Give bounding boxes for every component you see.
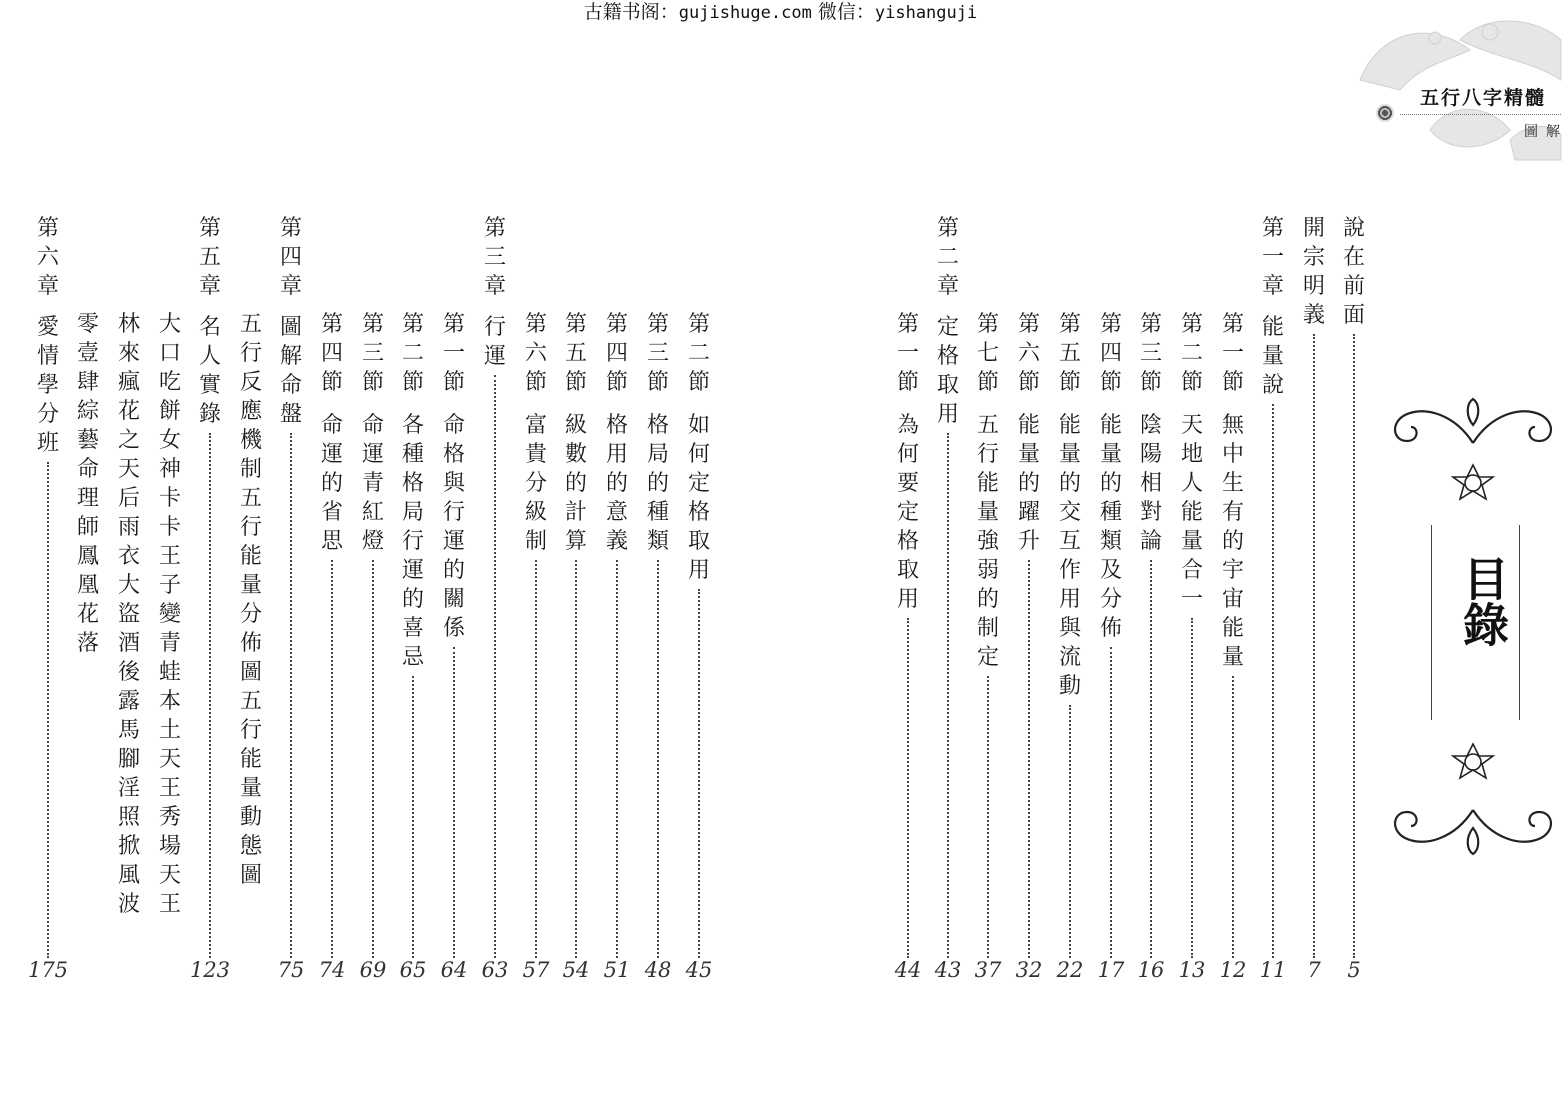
page-number: 63	[481, 958, 509, 982]
leader-dots	[1028, 560, 1030, 958]
chapter-label: 第四章	[280, 216, 303, 299]
leader-dots	[657, 560, 659, 958]
watermark-wechat-label: 微信：	[811, 1, 875, 23]
section-label: 第三節	[647, 312, 670, 395]
entry-title: 能量的躍升	[1018, 413, 1041, 554]
leader-dots	[1313, 334, 1315, 958]
title-rule-left	[1431, 525, 1432, 720]
entry-title: 能量的交互作用與流動	[1059, 413, 1082, 699]
leader-dots	[1353, 334, 1355, 958]
entry-title: 林來瘋 花之天后 雨衣大盜 酒後露馬腳 淫照掀風波	[118, 312, 163, 917]
scroll-ornament-bottom-icon	[1385, 730, 1561, 860]
page-number: 74	[318, 958, 346, 982]
toc-entry	[1296, 0, 1332, 1000]
leader-dots	[575, 560, 577, 958]
leader-dots	[947, 433, 949, 958]
toc-title-panel	[1385, 395, 1561, 855]
page-number: 51	[603, 958, 631, 982]
entry-title: 命運青紅燈	[362, 413, 385, 554]
entry-title: 名人實錄	[199, 315, 222, 427]
leader-dots	[1069, 705, 1071, 958]
toc-entry	[558, 0, 594, 1000]
page-number: 37	[974, 958, 1002, 982]
entry-title: 如何定格取用	[688, 413, 711, 583]
toc-entry	[1133, 0, 1169, 1000]
chapter-label: 第六章	[37, 216, 60, 299]
toc-entry	[314, 0, 350, 1000]
section-label: 第二節	[1181, 312, 1204, 395]
entry-title: 大口吃餅 女神卡卡 王子變青蛙 本土天王 秀場天王	[159, 312, 204, 917]
leader-dots	[372, 560, 374, 958]
leader-dots	[494, 375, 496, 958]
entry-title: 命格與行運的關係	[443, 413, 466, 641]
watermark-wechat-id: yishanguji	[874, 3, 978, 23]
toc-chapter-entry	[1255, 0, 1291, 1000]
toc-entry	[111, 0, 163, 1000]
page-number: 175	[27, 958, 69, 982]
section-label: 第四節	[321, 312, 344, 395]
entry-title: 格用的意義	[606, 413, 629, 554]
book-subtitle: 圖解	[1524, 124, 1568, 140]
toc-entry	[599, 0, 635, 1000]
toc-entry	[395, 0, 431, 1000]
entry-title: 無中生有的宇宙能量	[1222, 413, 1245, 670]
entry-title: 五行反應機制 五行能量分佈圖 五行能量動態圖	[240, 312, 285, 888]
page-number: 17	[1097, 958, 1125, 982]
section-label: 第六節	[1018, 312, 1041, 395]
leader-dots	[453, 647, 455, 958]
toc-chapter-entry	[27, 0, 69, 1000]
watermark-label: 古籍书阁：	[583, 1, 679, 23]
entry-title: 說在前面	[1343, 216, 1366, 328]
toc-title-text: 目錄	[1456, 555, 1510, 647]
section-label: 第三節	[362, 312, 385, 395]
entry-title: 命運的省思	[321, 413, 344, 554]
section-label: 第一節	[1222, 312, 1245, 395]
entry-title: 陰陽相對論	[1140, 413, 1163, 554]
leader-dots	[698, 589, 700, 958]
toc-entry	[970, 0, 1006, 1000]
toc-entry	[518, 0, 554, 1000]
entry-title: 級數的計算	[565, 413, 588, 554]
scroll-ornament-top-icon	[1385, 395, 1561, 505]
leader-dots	[1232, 676, 1234, 958]
leader-dots	[290, 433, 292, 958]
toc-entry	[355, 0, 391, 1000]
page-number: 64	[440, 958, 468, 982]
book-title: 五行八字精髓	[1420, 87, 1547, 109]
page-number: 7	[1307, 958, 1321, 982]
entry-title: 富貴分級制	[525, 413, 548, 554]
chapter-label: 第一章	[1262, 216, 1285, 299]
section-label: 第四節	[1100, 312, 1123, 395]
toc-entry	[890, 0, 926, 1000]
entry-title: 各種格局行運的喜忌	[402, 413, 425, 670]
running-header	[1340, 20, 1568, 160]
leader-dots	[331, 560, 333, 958]
page-number: 69	[359, 958, 387, 982]
leader-dots	[412, 676, 414, 958]
toc-chapter-entry	[930, 0, 966, 1000]
section-label: 第一節	[897, 312, 920, 395]
page-number: 44	[894, 958, 922, 982]
leader-dots	[616, 560, 618, 958]
section-label: 第五節	[1059, 312, 1082, 395]
toc-entry	[1174, 0, 1210, 1000]
page-number: 12	[1219, 958, 1247, 982]
leader-dots	[907, 618, 909, 958]
entry-title: 開宗明義	[1303, 216, 1326, 328]
section-label: 第五節	[565, 312, 588, 395]
section-label: 第二節	[402, 312, 425, 395]
entry-title: 格局的種類	[647, 413, 670, 554]
entry-title: 五行能量強弱的制定	[977, 413, 1000, 670]
page-number: 65	[399, 958, 427, 982]
page-number: 45	[685, 958, 713, 982]
header-rule	[1400, 114, 1561, 115]
toc-chapter-entry	[273, 0, 309, 1000]
watermark-site: gujishuge.com	[678, 3, 812, 23]
entry-title: 愛情學分班	[37, 315, 60, 456]
page-number: 57	[522, 958, 550, 982]
page-number: 75	[277, 958, 305, 982]
entry-title: 能量說	[1262, 315, 1285, 398]
toc-entry	[681, 0, 717, 1000]
toc-entry	[233, 0, 285, 1000]
entry-title: 行運	[484, 315, 507, 369]
toc-chapter-entry	[477, 0, 513, 1000]
title-rule-right	[1519, 525, 1520, 720]
section-label: 第四節	[606, 312, 629, 395]
chapter-label: 第三章	[484, 216, 507, 299]
leader-dots	[1191, 618, 1193, 958]
page-number: 123	[189, 958, 231, 982]
toc-title	[1439, 555, 1509, 675]
page-number: 16	[1137, 958, 1165, 982]
entry-title: 圖解命盤	[280, 315, 303, 427]
toc-chapter-entry	[189, 0, 231, 1000]
toc-entry	[70, 0, 122, 1000]
page-number: 13	[1178, 958, 1206, 982]
section-label: 第二節	[688, 312, 711, 395]
page-number: 43	[934, 958, 962, 982]
leader-dots	[1272, 404, 1274, 958]
leader-dots	[1150, 560, 1152, 958]
page-number: 32	[1015, 958, 1043, 982]
entry-title: 天地人能量合一	[1181, 413, 1204, 612]
toc-entry	[1336, 0, 1372, 1000]
page-number: 22	[1056, 958, 1084, 982]
page-number: 48	[644, 958, 672, 982]
toc-entry	[1215, 0, 1251, 1000]
toc-entry	[640, 0, 676, 1000]
leader-dots	[47, 462, 49, 958]
entry-title: 能量的種類及分佈	[1100, 413, 1123, 641]
toc-entry	[1093, 0, 1129, 1000]
leader-dots	[987, 676, 989, 958]
toc-entry	[436, 0, 472, 1000]
section-label: 第一節	[443, 312, 466, 395]
section-label: 第七節	[977, 312, 1000, 395]
page-number: 54	[562, 958, 590, 982]
toc-entry	[1052, 0, 1088, 1000]
leader-dots	[535, 560, 537, 958]
knot-ornament-icon	[1376, 104, 1394, 122]
chapter-label: 第二章	[937, 216, 960, 299]
entry-title: 定格取用	[937, 315, 960, 427]
leader-dots	[1110, 647, 1112, 958]
page-number: 5	[1347, 958, 1361, 982]
leader-dots	[209, 433, 211, 958]
chapter-label: 第五章	[199, 216, 222, 299]
section-label: 第六節	[525, 312, 548, 395]
section-label: 第三節	[1140, 312, 1163, 395]
page-number: 11	[1259, 958, 1287, 982]
entry-title: 零壹肆 綜藝命理師 鳳凰花落	[77, 312, 122, 656]
toc-entry	[1011, 0, 1047, 1000]
entry-title: 為何要定格取用	[897, 413, 920, 612]
